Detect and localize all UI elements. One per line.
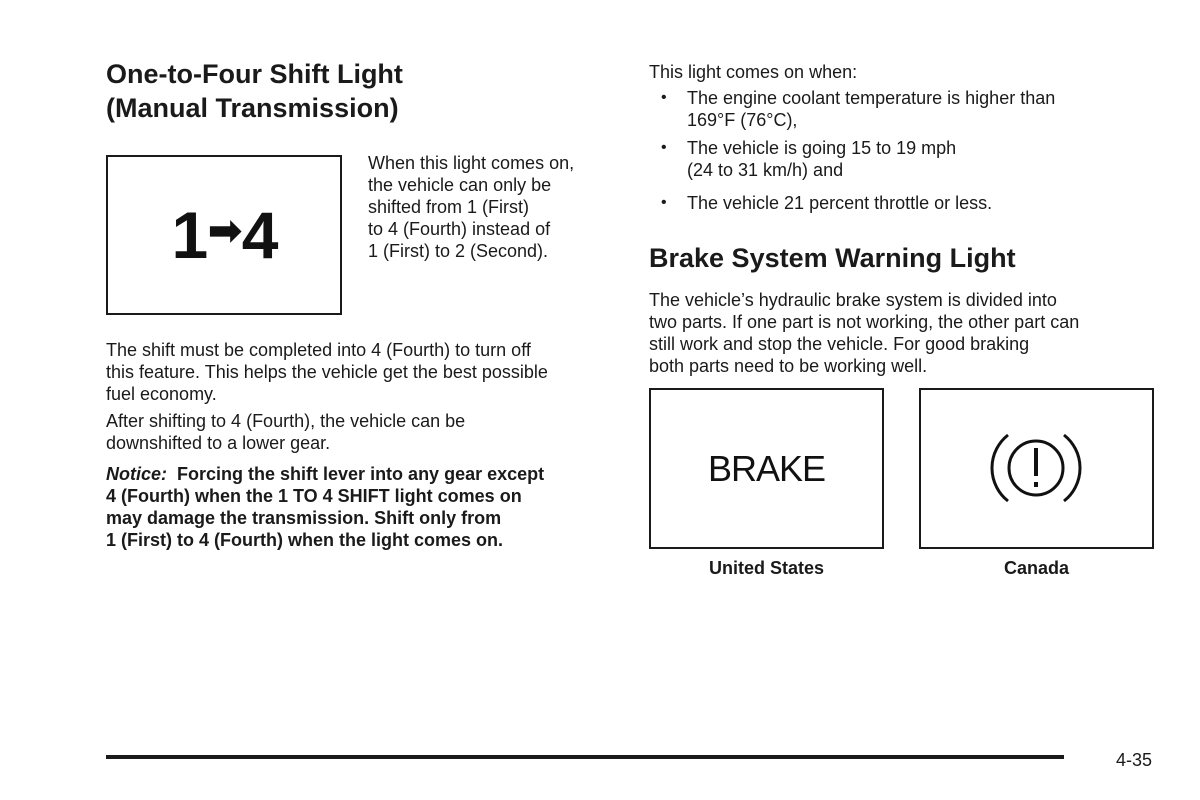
text-line: shifted from 1 (First) [368,197,530,217]
intro-text: This light comes on when: [649,62,858,82]
shift-from-number: 1 [171,198,207,272]
text-line: two parts. If one part is not working, the other part can [649,312,1080,332]
section-title-brake: Brake System Warning Light [649,243,1016,273]
text-line: The vehicle 21 percent throttle or less. [687,193,993,213]
bullet-icon: • [661,89,667,106]
text-line: still work and stop the vehicle. For good braking [649,334,1030,354]
text-line: fuel economy. [106,384,217,404]
title-line: One-to-Four Shift Light [106,59,403,89]
footer-rule [106,755,1064,759]
icon-description [368,152,574,262]
notice-label: Notice: [106,464,168,484]
brake-light-canada-box [919,388,1154,549]
text-line: 1 (First) to 4 (Fourth) when the light comes on. [106,530,503,550]
notice-line-1 [106,463,544,485]
title-line: (Manual Transmission) [106,93,399,123]
caption-canada: Canada [1003,558,1070,578]
notice-block [106,463,544,551]
bullet-icon: • [661,194,667,211]
list-item [649,137,1169,181]
brake-text-icon: BRAKE [707,447,826,489]
text-line: 169°F (76°C), [687,110,798,130]
text-line: 1 (First) to 2 (Second). [368,241,549,261]
text-line: The vehicle’s hydraulic brake system is divided into [649,290,1057,310]
shift-light-icon-box [106,155,342,315]
list-item [649,192,1169,214]
paragraph-downshift [106,410,465,454]
text-line: The engine coolant temperature is higher than [687,88,1056,108]
text-line: (24 to 31 km/h) and [687,160,844,180]
text-line: The shift must be completed into 4 (Fourth) to turn off [106,340,531,360]
list-item [649,87,1169,131]
text-line: When this light comes on, [368,153,575,173]
paragraph-brake-system [649,289,1079,377]
brake-light-us-box [649,388,884,549]
text-line: the vehicle can only be [368,175,552,195]
text-line: both parts need to be working well. [649,356,928,376]
arrow-right-icon: ➡ [208,209,240,253]
bullet-icon: • [661,139,667,156]
text-line: may damage the transmission. Shift only from [106,508,502,528]
text-line: this feature. This helps the vehicle get the best possible [106,362,548,382]
text-line: to 4 (Fourth) instead of [368,219,551,239]
page-number: 4-35 [1116,750,1153,770]
condition-list [649,87,1169,220]
one-to-four-arrow-icon [108,157,340,313]
section-title-shift-light [106,57,403,125]
brake-warning-exclamation-icon [919,388,1154,549]
text-line: Forcing the shift lever into any gear except [177,464,545,484]
text-line: After shifting to 4 (Fourth), the vehicle can be [106,411,466,431]
caption-united-states: United States [708,558,825,578]
shift-to-number: 4 [241,198,277,272]
text-line: The vehicle is going 15 to 19 mph [687,138,957,158]
paragraph-shift-complete [106,339,548,405]
text-line: 4 (Fourth) when the 1 TO 4 SHIFT light comes on [106,486,522,506]
text-line: downshifted to a lower gear. [106,433,331,453]
